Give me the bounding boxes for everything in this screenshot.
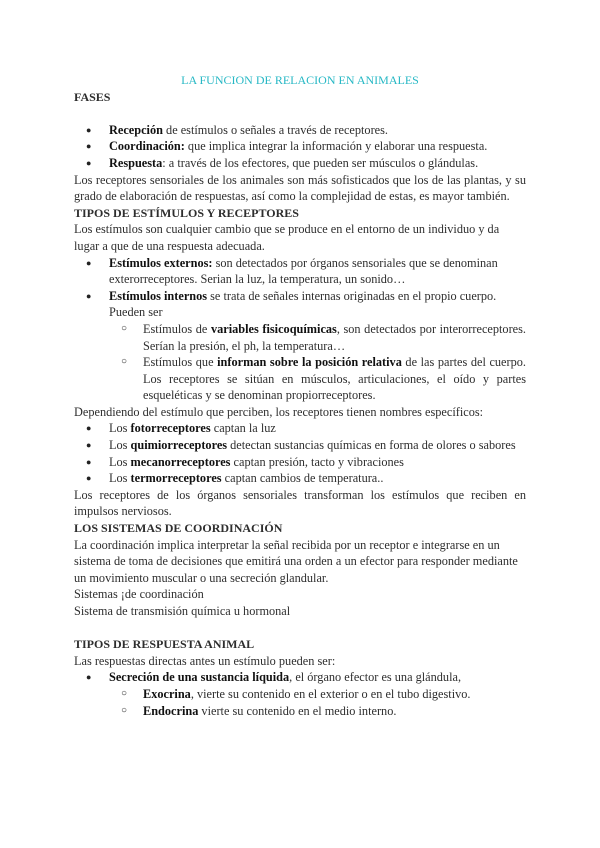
list-item [109,138,526,155]
text: vierte su contenido en el medio interno. [198,703,397,718]
term: quimiorreceptores [130,438,228,453]
text: son detectados por órganos sensoriales que se denominan exterorreceptores. Serian la luz, la temperatura, un sonido… [109,255,498,287]
text: Estímulos de [143,321,211,336]
term: mecanorreceptores [130,454,231,469]
text-line: Sistema de transmisión química u hormonal [74,604,291,618]
text: Los [109,438,131,453]
term: fotorreceptores [130,421,211,436]
paragraph: Los receptores de los órganos sensoriales transforman los estímulos que reciben en impulsos nerviosos. [74,487,526,519]
list-item [109,122,526,139]
text: Los [109,471,131,486]
list-item [109,255,526,288]
blank-line [74,105,526,122]
list-item [109,437,526,454]
sublist-item [143,354,526,404]
text: captan presión, tacto y vibraciones [230,454,404,469]
list-item [109,669,526,719]
text: captan cambios de temperatura.. [221,471,384,486]
paragraph: La coordinación implica interpretar la señal recibida por un receptor e integrarse en un sistema de toma de decisiones que emitirá una orden a un efector para responder mediante un movimiento muscular o una secreción glandular. [74,537,518,585]
term: Respuesta [109,155,163,170]
list-item [109,454,526,471]
term: Exocrina [143,686,191,701]
term: Estímulos externos: [109,255,213,270]
document-page [74,72,526,719]
list-item [109,420,526,437]
text: Los [109,421,131,436]
text: se trata de señales internas originadas en el propio cuerpo. Pueden ser [109,288,497,320]
text: detectan sustancias químicas en forma de olores o sabores [227,438,516,453]
fases-list [74,122,526,172]
text: : a través de los efectores, que pueden ser músculos o glándulas. [162,155,479,170]
text: de las partes del cuerpo. Los receptores se sitúan en músculos, articulaciones, el oído y partes esqueléticas y se denominan propiorreceptores. [143,355,526,403]
section-heading-respuesta: TIPOS DE RESPUESTA ANIMAL [74,637,255,652]
paragraph: Los estímulos son cualquier cambio que se produce en el entorno de un individuo y da lugar a que de una respuesta adecuada. [74,222,500,253]
text: , el órgano efector es una glándula, [289,670,462,685]
term: Recepción [109,122,163,137]
list-item [109,288,526,404]
list-item [109,470,526,487]
term: Coordinación: [109,139,185,154]
paragraph: Las respuestas directas antes un estímulo pueden ser: [74,653,336,668]
section-heading-estimulos: TIPOS DE ESTÍMULOS Y RECEPTORES [74,205,299,220]
text: Los [109,454,131,469]
receptores-list [74,420,526,486]
section-heading-fases: FASES [74,89,111,104]
sublist-item [143,321,526,354]
term: informan sobre la posición relativa [217,355,402,370]
respuesta-list [74,669,526,719]
term: Secreción de una sustancia líquida [109,670,290,685]
blank-line [74,620,526,637]
text: Estímulos que [143,355,218,370]
text: , vierte su contenido en el exterior o en el tubo digestivo. [190,686,471,701]
text: , son detectados por interorreceptores. Serían la presión, el ph, la temperatura… [143,321,526,353]
term: Endocrina [143,703,199,718]
sublist-item [143,703,526,720]
paragraph: Dependiendo del estímulo que perciben, los receptores tienen nombres específicos: [74,404,484,419]
list-item [109,155,526,172]
term: Estímulos internos [109,288,208,303]
internos-sublist [109,321,526,404]
secrecion-sublist [109,686,526,719]
section-heading-sistemas: LOS SISTEMAS DE COORDINACIÓN [74,521,283,536]
text: captan la luz [210,421,276,436]
estimulos-list [74,255,526,404]
term: variables fisicoquímicas [210,321,337,336]
text: que implica integrar la información y elaborar una respuesta. [184,139,488,154]
paragraph: Los receptores sensoriales de los animales son más sofisticados que los de las plantas, y su grado de elaboración de respuestas, así como la complejidad de estas, es mayor también. [74,172,526,204]
sublist-item [143,686,526,703]
document-title: LA FUNCION DE RELACION EN ANIMALES [181,73,419,87]
text: de estímulos o señales a través de receptores. [162,122,388,137]
text-line: Sistemas ¡de coordinación [74,587,204,602]
term: termorreceptores [130,471,222,486]
